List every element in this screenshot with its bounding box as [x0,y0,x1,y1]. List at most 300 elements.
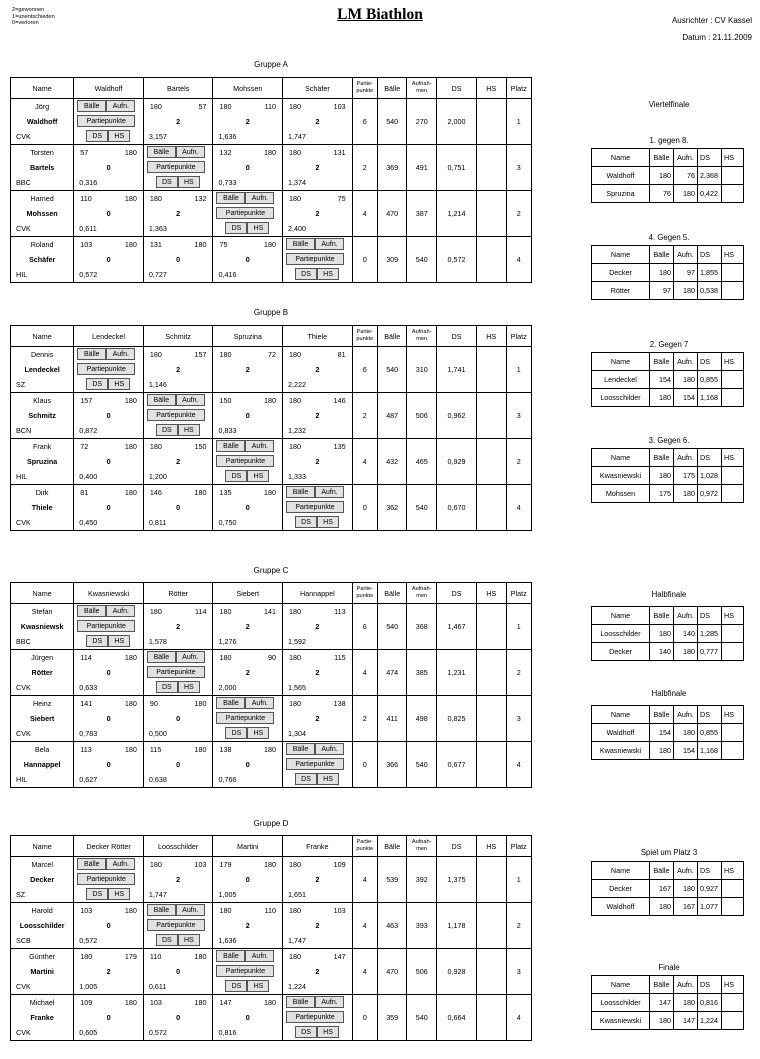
own-balls: 179 [219,860,232,869]
own-balls: 180 [219,607,232,616]
player-last-name: Decker [30,875,55,884]
box-baelle: Bälle [77,348,106,360]
hs-header: HS [722,353,744,371]
match-cell [283,857,353,903]
group-title: Gruppe D [253,819,289,828]
box-ds: DS [225,980,247,992]
knockout-player-row [592,389,744,407]
player-row [11,145,532,191]
aufn-header: Aufn. [674,449,698,467]
aufnahmen-value: 540 [407,485,437,531]
partiepunkte-header: Partie-punkte [352,583,377,604]
match-ds: 1,747 [288,132,307,141]
ds-value: 0,929 [436,439,476,485]
box-partiepunkte: Partiepunkte [147,409,205,421]
match-cell [213,742,283,788]
match-title: 2. Gegen 7 [649,340,689,349]
opponent-balls: 135 [333,442,346,451]
box-baelle: Bälle [147,146,176,158]
match-cell [74,191,144,237]
baelle-header: Bälle [650,862,674,880]
knockout-player-row [592,467,744,485]
own-balls: 57 [80,148,89,157]
platz-value: 3 [506,145,531,191]
hs-value [477,650,507,696]
legend-draw: 1=unentschieden [12,13,55,20]
match-ds: 1,651 [288,890,307,899]
match-scores [283,857,352,872]
match-cell [213,857,283,903]
player-first-name: Marcel [31,860,53,869]
player-last-name: Thiele [31,503,53,512]
match-points: 2 [315,411,320,420]
match-ds: 0,833 [218,426,237,435]
opponent-balls: 180 [124,240,137,249]
box-hs: HS [178,424,200,436]
player-club: CVK [16,683,31,692]
hs-value [477,604,507,650]
self-match-cell [143,903,213,949]
opponent-balls: 150 [194,442,207,451]
hs-value [477,696,507,742]
ds-value: 0,538 [698,282,722,300]
player-club: SCB [16,936,31,945]
box-partiepunkte: Partiepunkte [77,620,135,632]
player-last-name: Rötter [31,668,53,677]
player-row [11,485,532,531]
match-ds: 0,316 [79,178,98,187]
box-baelle: Bälle [216,950,245,962]
player-name: Loosschilder [592,994,650,1012]
box-ds: DS [86,378,108,390]
ds-header: DS [698,246,722,264]
match-scores [144,347,213,362]
baelle-value: 180 [650,742,674,760]
box-ds: DS [225,222,247,234]
own-balls: 114 [80,653,92,662]
platz-value: 2 [506,439,531,485]
baelle-value: 180 [650,167,674,185]
match-scores [74,485,143,500]
match-points: 0 [106,503,111,512]
match-scores [213,903,282,918]
player-name-cell [11,995,74,1041]
match-ds: 0,500 [148,729,167,738]
baelle-value: 180 [650,389,674,407]
player-first-name: Bela [34,745,50,754]
own-balls: 75 [219,240,228,249]
opponent-balls: 57 [198,102,207,111]
match-points: 0 [176,503,181,512]
match-ds: 1,747 [288,936,307,945]
match-scores [283,439,352,454]
match-points: 2 [245,117,250,126]
player-name: Decker [592,880,650,898]
player-name-cell [11,99,74,145]
platz-value: 1 [506,99,531,145]
ds-header: DS [436,836,476,857]
baelle-header: Bälle [650,607,674,625]
match-points: 0 [176,760,181,769]
hs-value [477,949,507,995]
legend-box [74,99,143,144]
hs-value [722,643,744,661]
match-points: 0 [106,457,111,466]
knockout-table [591,606,744,661]
aufn-value: 76 [674,167,698,185]
baelle-value: 76 [650,185,674,203]
box-baelle: Bälle [77,100,106,112]
ds-value: 1,168 [698,389,722,407]
match-scores [74,191,143,206]
player-club: BBC [16,637,31,646]
group-table [10,325,532,531]
match-scores [283,903,352,918]
match-points: 2 [176,365,181,374]
ds-value: 1,467 [436,604,476,650]
box-ds: DS [295,773,317,785]
match-cell [213,145,283,191]
knockout-header-row [592,862,744,880]
player-last-name: Mohssen [26,209,58,218]
baelle-value: 362 [377,485,407,531]
aufn-value: 154 [674,389,698,407]
match-title: 4. Gegen 5. [648,233,690,242]
box-hs: HS [247,470,269,482]
legend-box [213,949,282,994]
aufn-header: Aufn. [674,246,698,264]
player-first-name: Torsten [30,148,54,157]
own-balls: 180 [289,699,302,708]
aufnahmen-value: 491 [407,145,437,191]
baelle-value: 309 [377,237,407,283]
player-club: HIL [16,472,28,481]
group-header-row [11,326,532,347]
partiepunkte-value: 4 [352,949,377,995]
opponent-header: Mohssen [213,78,283,99]
legend-box [283,995,352,1040]
hs-value [722,389,744,407]
player-name-cell [11,191,74,237]
partiepunkte-value: 0 [352,995,377,1041]
ds-header: DS [698,449,722,467]
box-aufn: Aufn. [245,440,274,452]
player-name: Kwasniewski [592,467,650,485]
ds-header: DS [436,583,476,604]
box-hs: HS [247,980,269,992]
opponent-balls: 110 [264,906,277,915]
match-points: 2 [315,714,320,723]
box-partiepunkte: Partiepunkte [147,919,205,931]
partiepunkte-value: 0 [352,237,377,283]
match-scores [213,604,282,619]
ds-value: 1,285 [698,625,722,643]
player-row [11,742,532,788]
partiepunkte-value: 4 [352,903,377,949]
baelle-value: 369 [377,145,407,191]
platz-value: 4 [506,485,531,531]
self-match-cell [213,949,283,995]
player-name-cell [11,949,74,995]
match-scores [74,237,143,252]
hs-value [477,485,507,531]
match-cell [143,742,213,788]
aufnahmen-value: 540 [407,742,437,788]
knockout-player-row [592,742,744,760]
event-date: Datum : 21.11.2009 [682,33,752,42]
opponent-header: Thiele [283,326,353,347]
knockout-player-row [592,282,744,300]
match-ds: 1,005 [79,982,98,991]
player-club: CVK [16,982,31,991]
knockout-player-row [592,167,744,185]
name-header: Name [11,326,74,347]
hs-header: HS [477,78,507,99]
baelle-value: 540 [377,604,407,650]
aufn-header: Aufn. [674,706,698,724]
ds-value: 1,741 [436,347,476,393]
self-match-cell [283,995,353,1041]
match-scores [74,696,143,711]
own-balls: 103 [80,906,93,915]
match-cell [283,949,353,995]
self-match-cell [283,485,353,531]
match-points: 2 [315,209,320,218]
legend-box [144,903,213,948]
knockout-table [591,245,744,300]
self-match-cell [283,742,353,788]
own-balls: 141 [80,699,93,708]
own-balls: 157 [80,396,93,405]
match-ds: 0,766 [218,775,237,784]
ds-value: 1,855 [698,264,722,282]
aufn-value: 154 [674,742,698,760]
self-match-cell [74,99,144,145]
match-points: 0 [245,411,250,420]
platz-value: 3 [506,393,531,439]
match-ds: 1,276 [218,637,237,646]
platz-value: 4 [506,237,531,283]
hs-value [722,898,744,916]
box-hs: HS [108,130,130,142]
hs-header: HS [722,607,744,625]
platz-header: Platz [506,836,531,857]
match-cell [74,742,144,788]
knockout-player-row [592,898,744,916]
baelle-header: Bälle [377,583,407,604]
match-scores [283,347,352,362]
opponent-header: Spruzina [213,326,283,347]
own-balls: 135 [219,488,232,497]
match-scores [213,742,282,757]
hs-value [722,185,744,203]
match-scores [213,995,282,1010]
ds-header: DS [698,607,722,625]
name-header: Name [592,976,650,994]
legend-box [213,439,282,484]
name-header: Name [592,607,650,625]
box-partiepunkte: Partiepunkte [147,666,205,678]
baelle-value: 540 [377,347,407,393]
match-scores [283,99,352,114]
match-points: 0 [106,1013,111,1022]
box-partiepunkte: Partiepunkte [77,115,135,127]
opponent-header: Schäfer [283,78,353,99]
name-header: Name [11,583,74,604]
ds-value: 2,000 [436,99,476,145]
opponent-balls: 109 [333,860,346,869]
match-ds: 0,611 [148,982,167,991]
legend-box [74,347,143,392]
match-ds: 1,565 [288,683,307,692]
name-header: Name [592,246,650,264]
opponent-balls: 81 [337,350,346,359]
baelle-value: 470 [377,949,407,995]
own-balls: 138 [219,745,232,754]
own-balls: 146 [149,488,162,497]
box-ds: DS [156,934,178,946]
aufn-value: 180 [674,724,698,742]
box-ds: DS [86,130,108,142]
knockout-table [591,705,744,760]
ds-header: DS [698,706,722,724]
match-scores [144,99,213,114]
player-row [11,995,532,1041]
match-cell [74,237,144,283]
ds-header: DS [698,353,722,371]
ds-value: 0,777 [698,643,722,661]
page-title: LM Biathlon [337,6,423,23]
match-points: 0 [106,668,111,677]
aufnahmen-value: 540 [407,237,437,283]
knockout-header-row [592,976,744,994]
box-aufn: Aufn. [315,996,344,1008]
match-cell [283,439,353,485]
ds-value: 0,751 [436,145,476,191]
player-name-cell [11,347,74,393]
box-aufn: Aufn. [176,651,205,663]
platz-value: 4 [506,742,531,788]
opponent-balls: 180 [124,488,137,497]
legend-box [144,650,213,695]
baelle-value: 411 [377,696,407,742]
hs-value [477,995,507,1041]
match-scores [213,485,282,500]
match-scores [283,696,352,711]
opponent-header: Hannappel [283,583,353,604]
match-scores [213,99,282,114]
match-cell [143,347,213,393]
player-name: Kwasniewski [592,1012,650,1030]
player-first-name: Frank [32,442,52,451]
match-points: 2 [315,921,320,930]
name-header: Name [592,149,650,167]
match-title: 3. Gegen 6. [648,436,690,445]
knockout-header-row [592,246,744,264]
player-name-cell [11,145,74,191]
ds-value: 0,928 [436,949,476,995]
opponent-balls: 180 [194,240,207,249]
match-scores [144,439,213,454]
player-row [11,696,532,742]
baelle-value: 140 [650,643,674,661]
aufn-value: 147 [674,1012,698,1030]
hs-value [477,903,507,949]
own-balls: 180 [149,194,162,203]
ds-value: 0,664 [436,995,476,1041]
baelle-header: Bälle [377,326,407,347]
baelle-header: Bälle [377,78,407,99]
player-name-cell [11,604,74,650]
match-scores [283,191,352,206]
box-partiepunkte: Partiepunkte [286,253,344,265]
box-partiepunkte: Partiepunkte [286,501,344,513]
baelle-header: Bälle [650,449,674,467]
match-ds: 1,333 [288,472,307,481]
knockout-table [591,861,744,916]
aufnahmen-value: 465 [407,439,437,485]
opponent-balls: 180 [264,488,277,497]
player-name: Spruzina [592,185,650,203]
box-baelle: Bälle [286,238,315,250]
baelle-value: 487 [377,393,407,439]
aufn-value: 97 [674,264,698,282]
box-hs: HS [108,888,130,900]
match-cell [213,393,283,439]
match-ds: 0,611 [79,224,97,233]
box-ds: DS [156,681,178,693]
player-row [11,903,532,949]
match-ds: 0,733 [218,178,237,187]
box-aufn: Aufn. [106,100,135,112]
platz-header: Platz [506,78,531,99]
ds-value: 1,224 [698,1012,722,1030]
platz-value: 3 [506,949,531,995]
match-ds: 1,304 [288,729,307,738]
box-ds: DS [295,516,317,528]
baelle-value: 366 [377,742,407,788]
match-cell [283,145,353,191]
match-scores [144,191,213,206]
match-cell [74,650,144,696]
match-cell [143,99,213,145]
aufn-value: 175 [674,467,698,485]
match-ds: 0,450 [79,518,98,527]
aufnahmen-value: 506 [407,393,437,439]
player-name: Kwasniewski [592,742,650,760]
opponent-balls: 138 [333,699,346,708]
knockout-player-row [592,880,744,898]
hs-value [722,282,744,300]
match-cell [213,995,283,1041]
platz-value: 4 [506,995,531,1041]
opponent-balls: 180 [264,148,277,157]
match-cell [74,949,144,995]
aufn-header: Aufn. [674,976,698,994]
match-cell [213,99,283,145]
baelle-header: Bälle [650,149,674,167]
baelle-value: 167 [650,880,674,898]
player-row [11,393,532,439]
match-cell [283,191,353,237]
match-points: 0 [245,163,250,172]
ds-value: 1,214 [436,191,476,237]
box-partiepunkte: Partiepunkte [286,758,344,770]
player-row [11,949,532,995]
hs-value [722,371,744,389]
match-scores [74,439,143,454]
legend-box [283,742,352,787]
